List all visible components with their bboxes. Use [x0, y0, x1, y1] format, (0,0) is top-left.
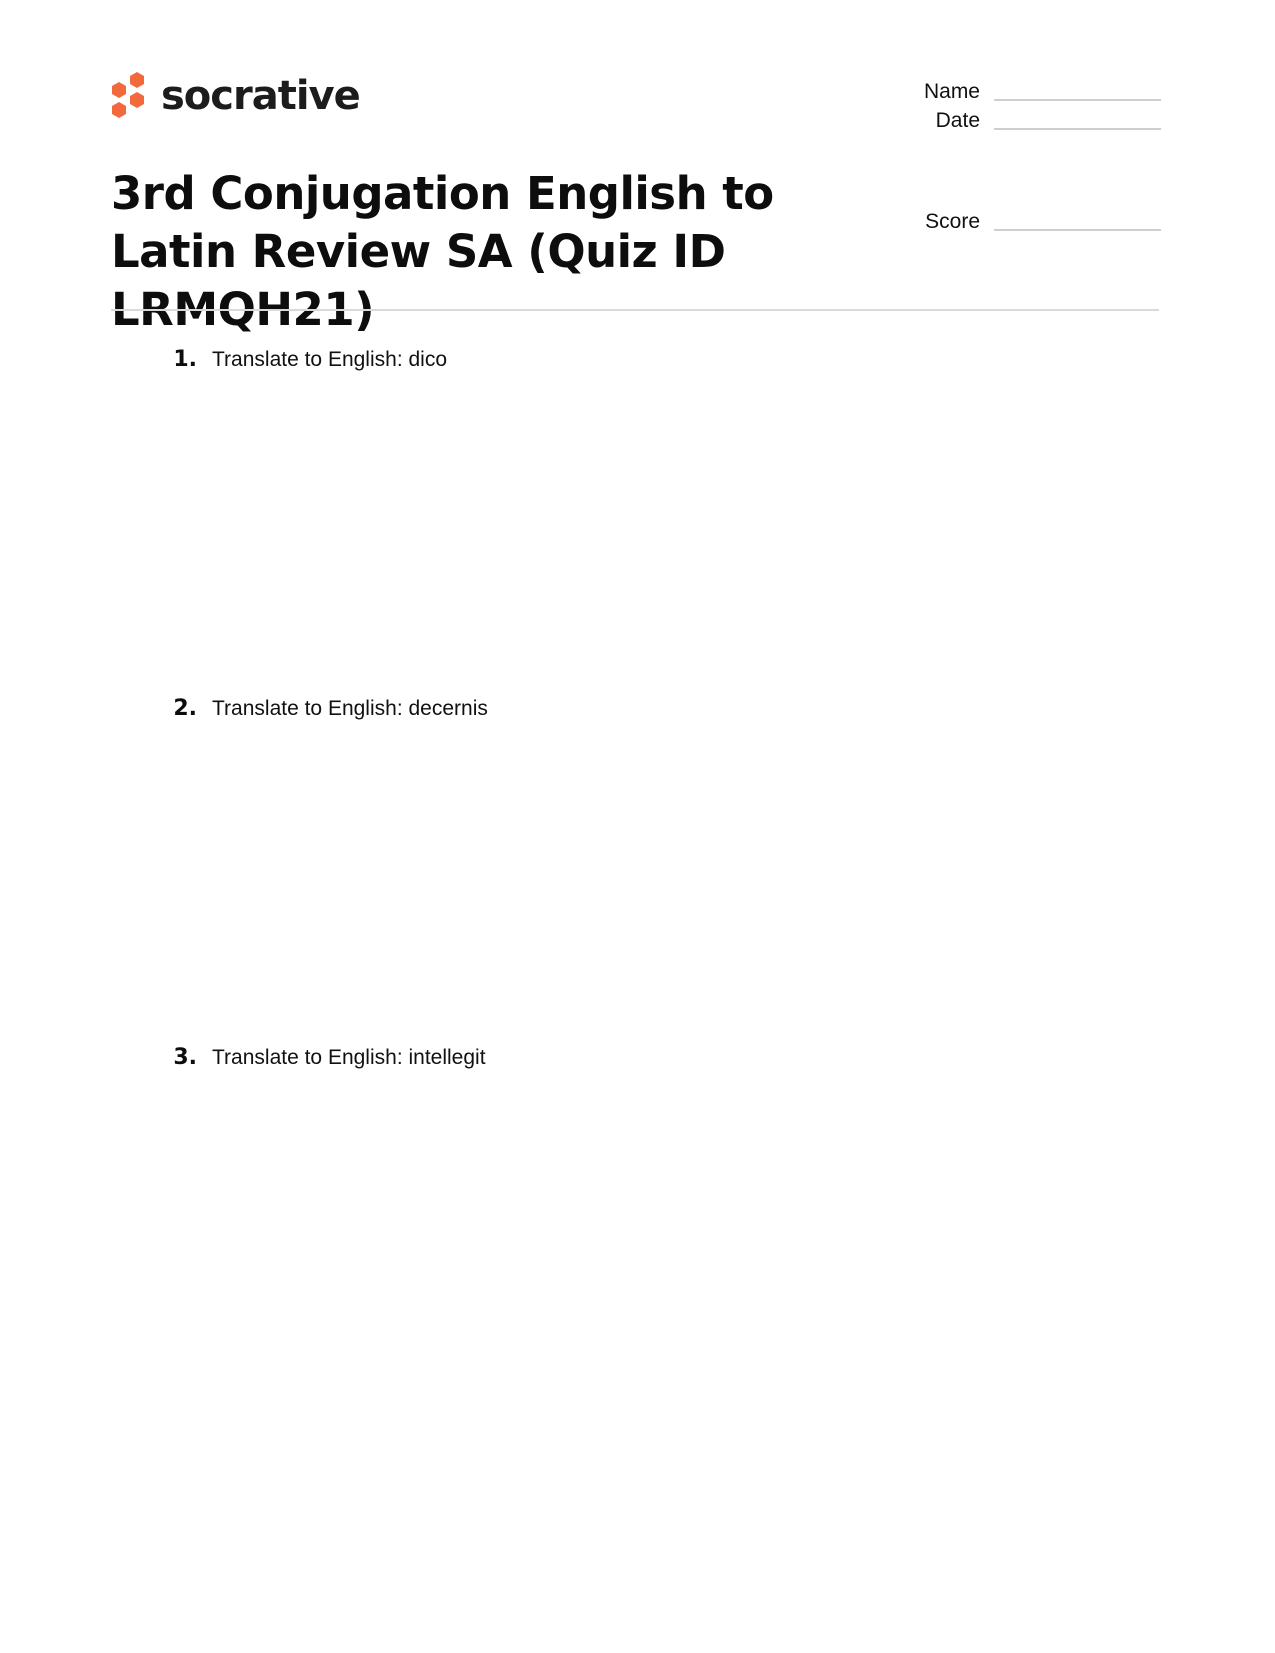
- score-line[interactable]: [994, 229, 1161, 231]
- question-text: Translate to English: intellegit: [212, 1046, 486, 1069]
- question-number: 3.: [173, 1045, 197, 1070]
- question-text: Translate to English: dico: [212, 348, 448, 371]
- header-divider: [111, 309, 1159, 311]
- date-label: Date: [935, 109, 980, 132]
- hexagon-cluster-icon: [111, 72, 151, 124]
- name-line[interactable]: [994, 99, 1161, 101]
- question-number: 2.: [173, 696, 197, 721]
- question-text: Translate to English: decernis: [212, 697, 488, 720]
- date-line[interactable]: [994, 128, 1161, 130]
- score-label: Score: [925, 210, 980, 233]
- quiz-title: 3rd Conjugation English to Latin Review SA (Quiz ID LRMQH21): [111, 167, 774, 336]
- question-number: 1.: [173, 347, 197, 372]
- name-label: Name: [923, 80, 980, 103]
- socrative-logo: [111, 72, 360, 124]
- brand-name: socrative: [161, 73, 360, 119]
